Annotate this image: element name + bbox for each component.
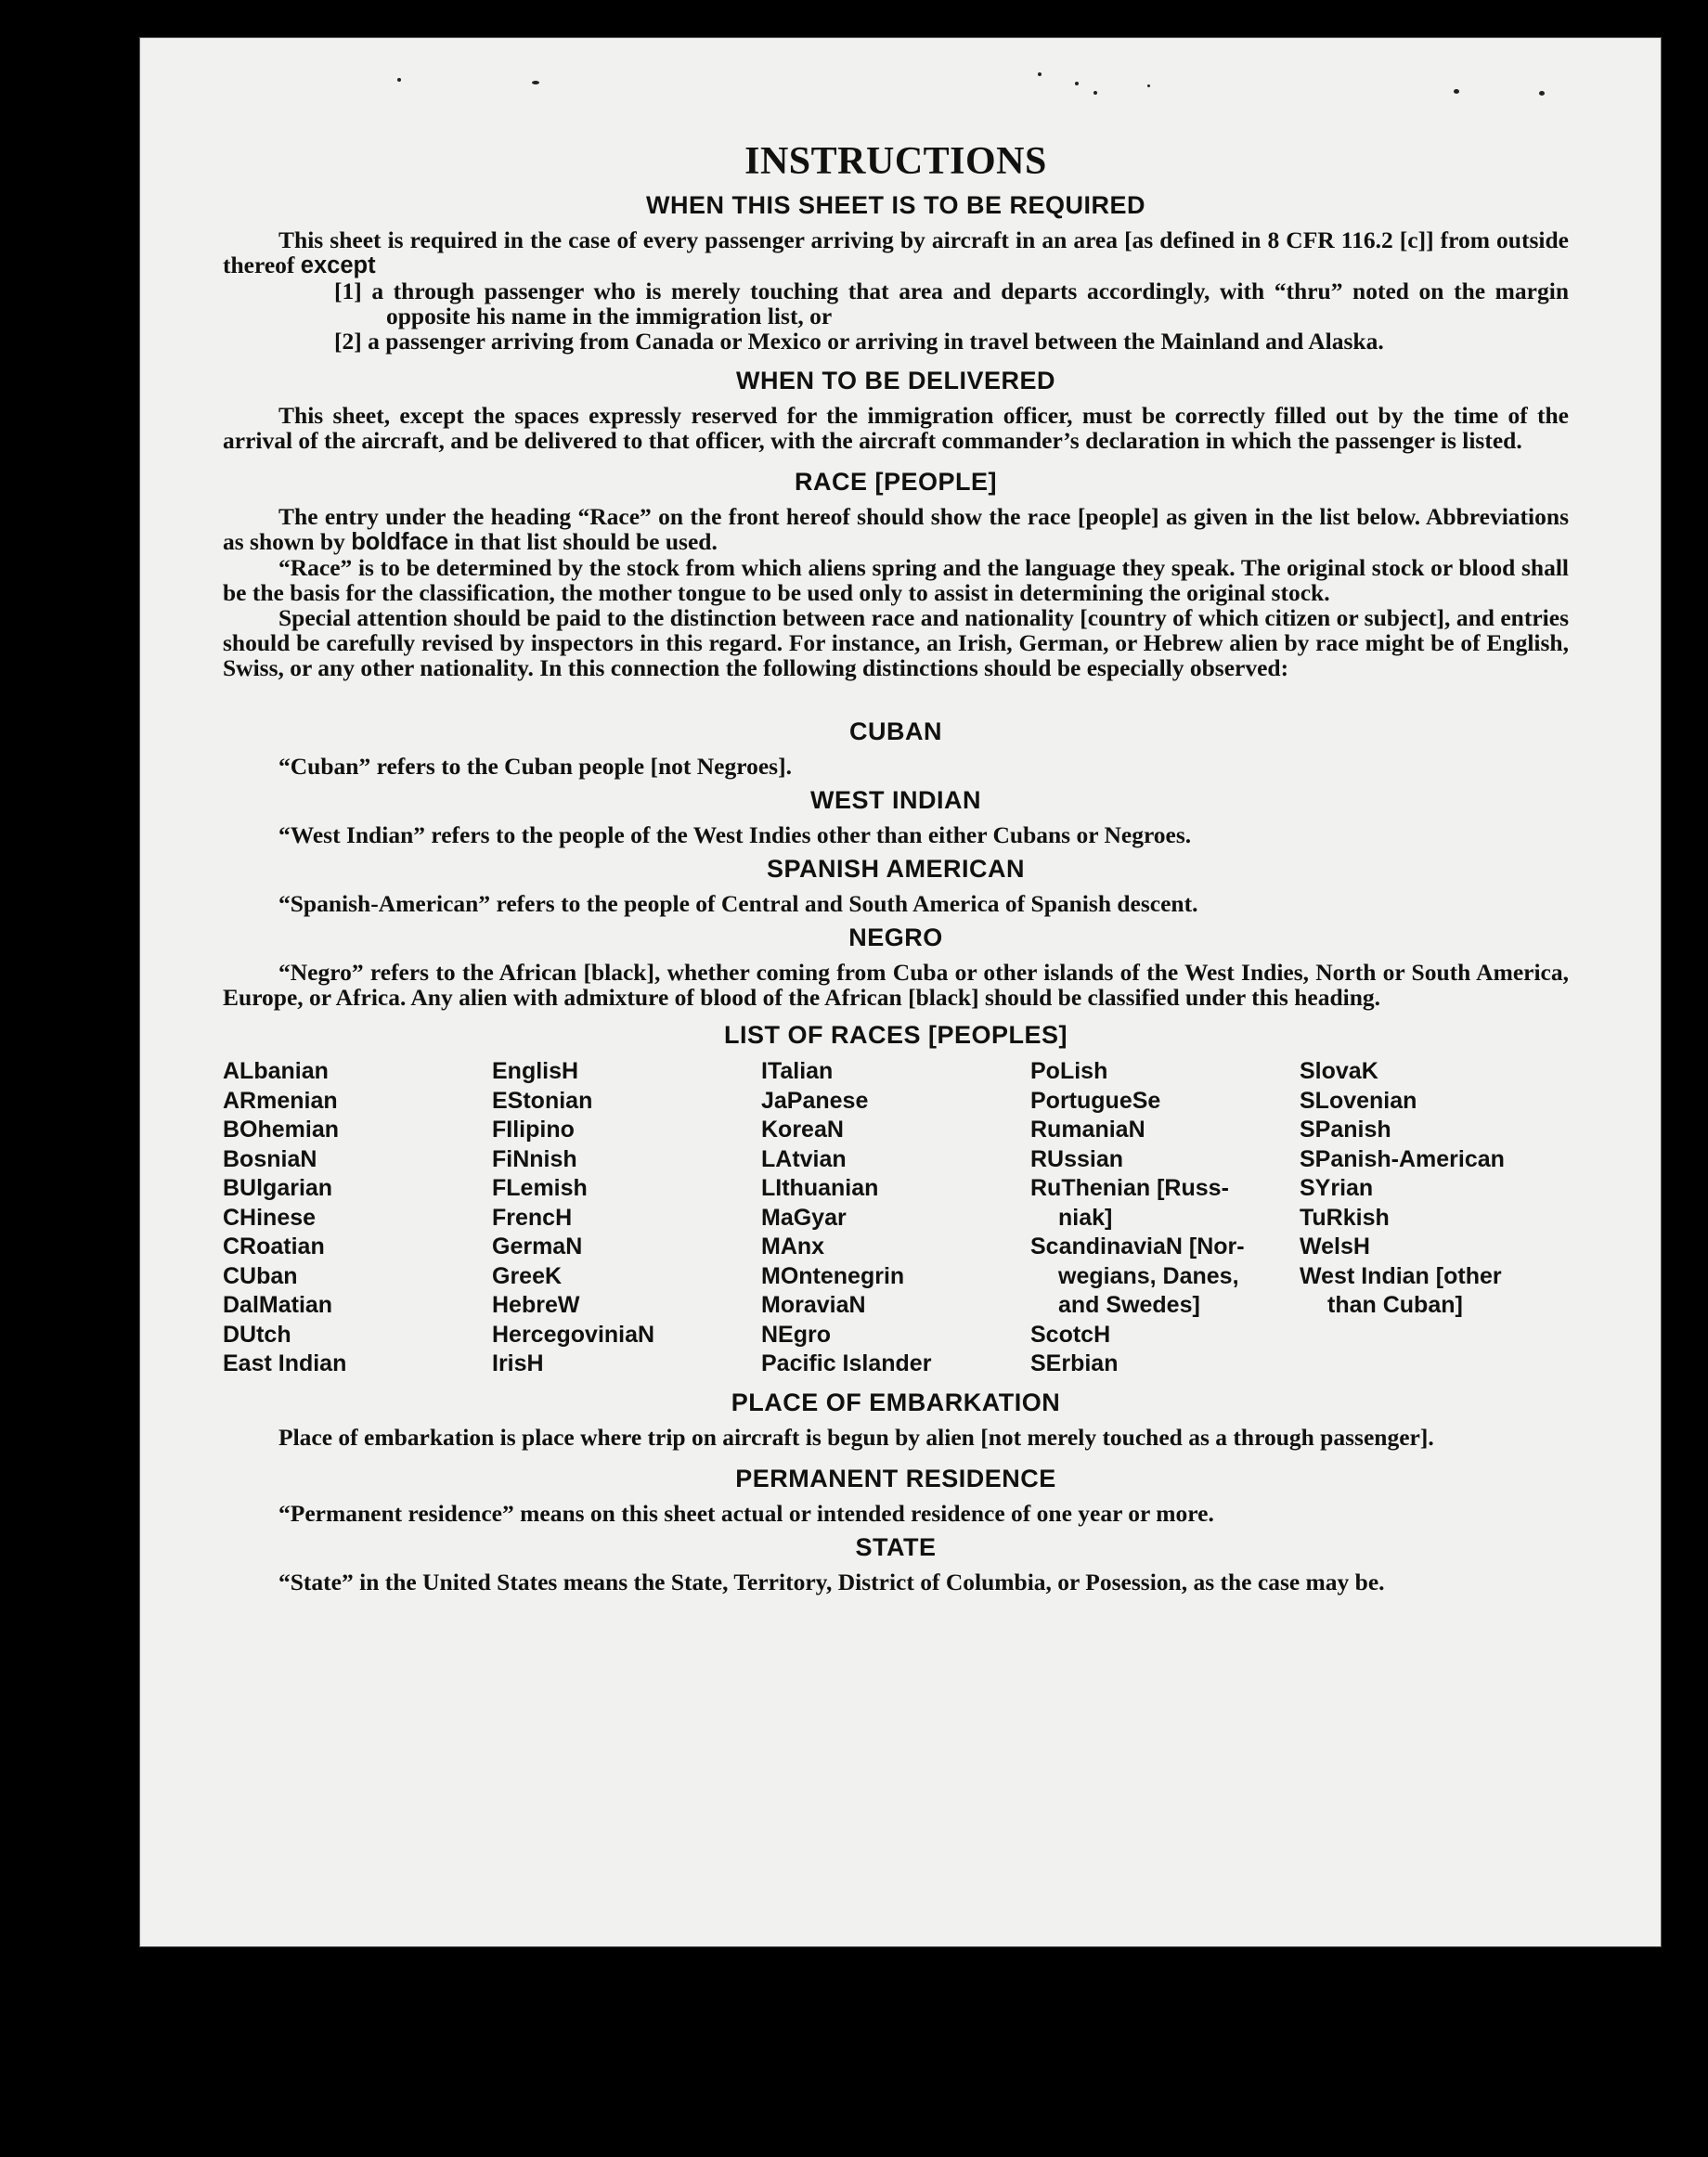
race-item: WelsH (1300, 1233, 1370, 1259)
race-item: MoraviaN (761, 1292, 866, 1318)
race-item: FIlipino (492, 1117, 575, 1143)
heading-list-of-races: LIST OF RACES [PEOPLES] (723, 1021, 1068, 1049)
race-item: SPanish-American (1300, 1145, 1505, 1172)
instructions-body (223, 139, 1569, 1595)
race-item: TuRkish (1300, 1204, 1390, 1231)
race-item: ScotcH (1030, 1321, 1111, 1348)
scan-speck (1147, 84, 1150, 87)
races-column-3 (761, 1057, 1030, 1379)
race-item-continuation: and Swedes] (1058, 1292, 1200, 1318)
race-item-continuation: wegians, Danes, (1058, 1262, 1239, 1289)
race-item: CUban (223, 1262, 298, 1289)
except-keyword: except (300, 252, 376, 278)
para-cuban: “Cuban” refers to the Cuban people [not Negroes]. (278, 753, 792, 780)
heading-when-delivered: WHEN TO BE DELIVERED (735, 367, 1056, 394)
exception-item-2: [2] a passenger arriving from Canada or Mexico or arriving in travel between the Mainland and Alaska. (334, 328, 1384, 355)
para-place-of-embarkation: Place of embarkation is place where trip on aircraft is begun by alien [not merely touched as a through passenger]. (278, 1423, 1434, 1451)
scan-speck (1038, 72, 1042, 76)
para-negro: “Negro” refers to the African [black], whether coming from Cuba or other islands of the West Indies, North or South America, Europe, or Africa. Any alien with admixture of blood of the African [black] should be classified under this heading. (223, 959, 1569, 1011)
race-item: DUtch (223, 1321, 291, 1348)
race-item: EStonian (492, 1087, 593, 1114)
heading-place-of-embarkation: PLACE OF EMBARKATION (731, 1388, 1061, 1416)
race-item: West Indian [other (1300, 1262, 1502, 1289)
race-item: HebreW (492, 1292, 580, 1318)
race-item: RUssian (1030, 1145, 1124, 1172)
race-item: PoLish (1030, 1058, 1108, 1084)
scan-speck (532, 81, 539, 84)
race-item: ScandinaviaN [Nor- (1030, 1233, 1245, 1259)
heading-race: RACE [PEOPLE] (794, 468, 998, 496)
race-item: ALbanian (223, 1058, 329, 1084)
heading-west-indian: WEST INDIAN (810, 786, 981, 814)
race-item: SLovenian (1300, 1087, 1417, 1114)
race-item: RuThenian [Russ- (1030, 1175, 1229, 1201)
para-permanent-residence: “Permanent residence” means on this sheet actual or intended residence of one year or more. (278, 1499, 1214, 1527)
heading-permanent-residence: PERMANENT RESIDENCE (735, 1464, 1056, 1492)
race-item: East Indian (223, 1350, 347, 1376)
para-state: “State” in the United States means the State, Territory, District of Columbia, or Posession, as the case may be. (278, 1568, 1385, 1595)
race-item: ARmenian (223, 1087, 338, 1114)
heading-state: STATE (855, 1532, 937, 1561)
para-race-3: Special attention should be paid to the distinction between race and nationality [country of which citizen or subject], and entries should be carefully revised by inspectors in this regard. For instance, an Irish, German, or Hebrew alien by race might be of English, Swiss, or any other nationality. In this connection the following distinctions should be especially observed: (223, 604, 1569, 681)
race-item: FiNnish (492, 1145, 577, 1172)
heading-negro: NEGRO (848, 924, 943, 951)
para-spanish-american: “Spanish-American” refers to the people of Central and South America of Spanish descent. (278, 890, 1198, 917)
para-race-1 (223, 504, 1569, 555)
para-when-delivered: This sheet, except the spaces expressly reserved for the immigration officer, must be correctly filled out by the time of the arrival of the aircraft, and be delivered to that officer, with the aircraft commander’s declaration in which the passenger is listed. (223, 402, 1569, 454)
race-item: SErbian (1030, 1350, 1119, 1376)
race-item: FrencH (492, 1204, 573, 1231)
para-race-2: “Race” is to be determined by the stock from which aliens spring and the language they speak. The original stock or blood shall be the basis for the classification, the mother tongue to be used only to assist in determining the original stock. (223, 554, 1569, 606)
race-item-continuation: niak] (1058, 1204, 1113, 1231)
race-item: HercegoviniaN (492, 1321, 655, 1348)
race-item: MAnx (761, 1233, 825, 1259)
para-race-1-pre: The entry under the heading “Race” on the front hereof should show the race [people] as given in the list below. Abbreviations as shown by (223, 503, 1569, 555)
race-item: MaGyar (761, 1204, 847, 1231)
scan-speck (1454, 89, 1459, 94)
race-item: SYrian (1300, 1175, 1374, 1201)
heading-when-required: WHEN THIS SHEET IS TO BE REQUIRED (645, 191, 1146, 219)
race-item: RumaniaN (1030, 1117, 1145, 1143)
race-item: KoreaN (761, 1117, 844, 1143)
race-item: CRoatian (223, 1233, 325, 1259)
race-item: LIthuanian (761, 1175, 879, 1201)
para-when-required-text: This sheet is required in the case of every passenger arriving by aircraft in an area [as defined in 8 CFR 116.2 [c]] from outside thereof (223, 226, 1569, 278)
scan-speck (397, 78, 401, 82)
races-column-2 (492, 1057, 761, 1379)
race-item: Pacific Islander (761, 1350, 932, 1376)
scan-speck (1093, 91, 1097, 95)
scan-speck (1539, 91, 1545, 96)
race-item: DalMatian (223, 1292, 333, 1318)
race-item: CHinese (223, 1204, 317, 1231)
race-item: EnglisH (492, 1058, 579, 1084)
race-item: BosniaN (223, 1145, 317, 1172)
race-item: JaPanese (761, 1087, 869, 1114)
scan-speck (1075, 82, 1079, 85)
races-column-1 (223, 1057, 492, 1379)
race-item: SPanish (1300, 1117, 1391, 1143)
page-title: INSTRUCTIONS (744, 140, 1047, 183)
race-item: PortugueSe (1030, 1087, 1161, 1114)
races-column-4 (1030, 1057, 1300, 1379)
exception-item-1: [1] a through passenger who is merely touching that area and departs accordingly, with “thru” noted on the margin opposite his name in the immigration list, or (334, 278, 1569, 329)
races-list (223, 1057, 1569, 1379)
race-item: BOhemian (223, 1117, 340, 1143)
para-west-indian: “West Indian” refers to the people of the West Indies other than either Cubans or Negroes. (278, 821, 1192, 848)
race-item: GreeK (492, 1262, 563, 1289)
race-item-continuation: than Cuban] (1327, 1292, 1463, 1318)
document-page (139, 37, 1662, 1947)
race-item: GermaN (492, 1233, 583, 1259)
race-item: LAtvian (761, 1145, 847, 1172)
para-race-1-post: in that list should be used. (448, 528, 718, 555)
heading-cuban: CUBAN (849, 717, 942, 745)
race-item: ITalian (761, 1058, 834, 1084)
para-when-required (223, 227, 1569, 278)
race-item: FLemish (492, 1175, 588, 1201)
race-item: NEgro (761, 1321, 831, 1348)
race-item: IrisH (492, 1350, 544, 1376)
boldface-keyword: boldface (351, 529, 449, 555)
race-item: BUlgarian (223, 1175, 333, 1201)
race-item: SlovaK (1300, 1058, 1378, 1084)
races-column-5 (1300, 1057, 1569, 1379)
heading-spanish-american: SPANISH AMERICAN (766, 855, 1025, 883)
race-item: MOntenegrin (761, 1262, 905, 1289)
